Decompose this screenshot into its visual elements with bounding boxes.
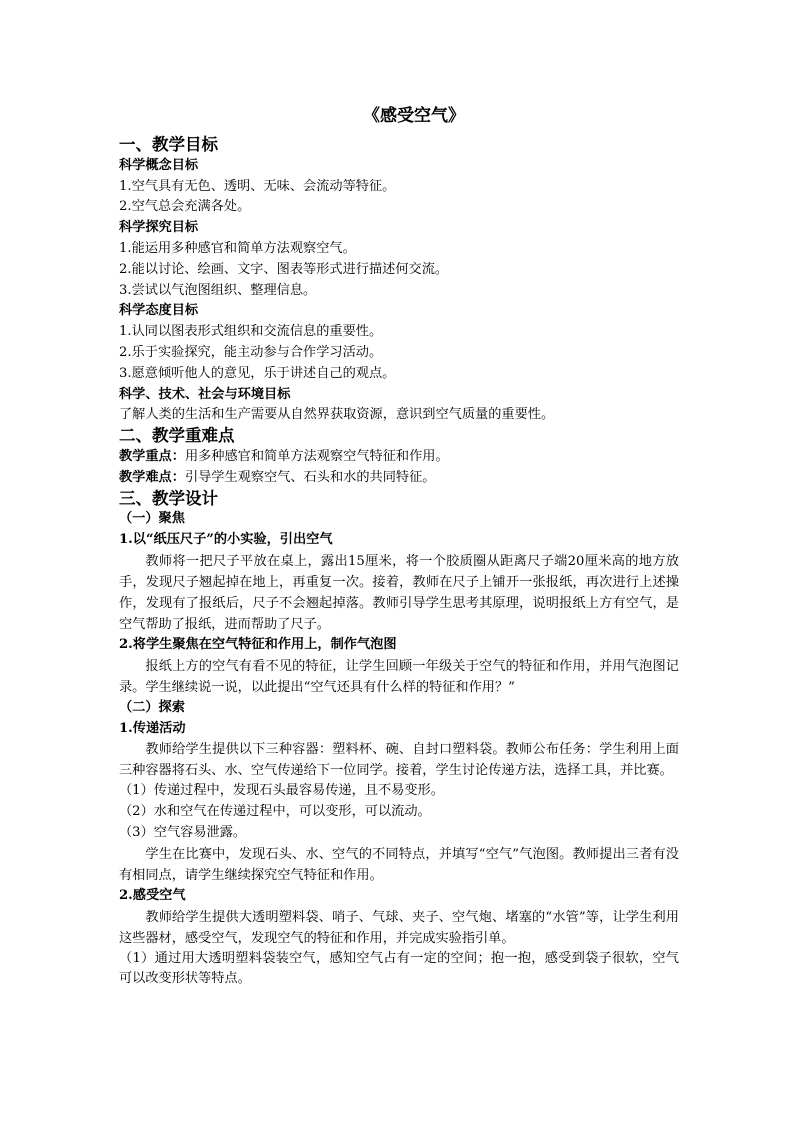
list-item: 2.乐于实验探究，能主动参与合作学习活动。: [119, 344, 383, 360]
section-heading-design: 三、教学设计: [119, 488, 218, 508]
paragraph: （1）通过用大透明塑料袋装空气，感知空气占有一定的空间；抱一抱，感受到袋子很软，空气可以改变形状等特点。: [119, 950, 679, 987]
paragraph: 报纸上方的空气有看不见的特征，让学生回顾一年级关于空气的特征和作用，并用气泡图记录。学生继续说一说，以此提出“空气还具有什么样的特征和作用？”: [119, 658, 679, 695]
list-item: 3.尝试以气泡图组织、整理信息。: [119, 282, 317, 298]
difficulty-text: 引导学生观察空气、石头和水的共同特征。: [184, 469, 436, 485]
paragraph: 学生在比赛中，发现石头、水、空气的不同特点，并填写“空气”气泡图。教师提出三者有没有相同点，请学生继续探究空气特征和作用。: [119, 846, 679, 883]
list-item: （3）空气容易泄露。: [119, 824, 247, 840]
section-heading-objectives: 一、教学目标: [119, 135, 218, 154]
section-heading-key-points: 二、教学重难点: [119, 426, 235, 446]
list-item: 1.能运用多种感官和简单方法观察空气。: [119, 240, 356, 256]
list-item: （1）传递过程中，发现石头最容易传递，且不易变形。: [119, 783, 444, 799]
key-point-text: 用多种感官和简单方法观察空气特征和作用。: [184, 448, 449, 464]
list-item: 1.认同以图表形式组织和交流信息的重要性。: [119, 324, 383, 340]
subheading-focus: （一）聚焦: [119, 511, 185, 527]
list-item: 3.愿意倾听他人的意见，乐于讲述自己的观点。: [119, 365, 396, 381]
paragraph: 教师将一把尺子平放在桌上，露出15厘米，将一个胶质圈从距离尺子端20厘米高的地方放手，发现尺子翘起掉在地上，再重复一次。接着，教师在尺子上铺开一张报纸，再次进行上述操作，发现有了报纸后，尺子不会翘起掉落。教师引导学生思考其原理，说明报纸上方有空气，是空气帮助了报纸，进而帮助了尺子。: [119, 553, 679, 632]
list-item: 2.空气总会充满各处。: [119, 199, 251, 215]
step-heading: 1.以“纸压尺子”的小实验，引出空气: [119, 532, 333, 548]
difficulty-line: [119, 468, 679, 489]
document-title: 《感受空气》: [363, 106, 465, 126]
paragraph: 教师给学生提供大透明塑料袋、哨子、气球、夹子、空气炮、堵塞的“水管”等，让学生利用这些器材，感受空气，发现空气的特征和作用，并完成实验指引单。: [119, 909, 679, 946]
subheading-attitude-goals: 科学态度目标: [119, 303, 199, 319]
list-item: 2.能以讨论、绘画、文字、图表等形式进行描述何交流。: [119, 261, 449, 277]
step-heading: 2.感受空气: [119, 887, 186, 903]
subheading-concept-goals: 科学概念目标: [119, 157, 199, 173]
key-point-label: 教学重点：: [119, 448, 185, 464]
list-item: 1.空气具有无色、透明、无味、会流动等特征。: [119, 178, 396, 194]
subheading-inquiry-goals: 科学探究目标: [119, 220, 199, 236]
list-item: 了解人类的生活和生产需要从自然界获取资源，意识到空气质量的重要性。: [119, 407, 555, 423]
subheading-explore: （二）探索: [119, 699, 185, 715]
paragraph: 教师给学生提供以下三种容器：塑料杯、碗、自封口塑料袋。教师公布任务：学生利用上面三种容器将石头、水、空气传递给下一位同学。接着，学生讨论传递方法，选择工具，并比赛。: [119, 742, 679, 779]
subheading-sts-goals: 科学、技术、社会与环境目标: [119, 386, 291, 402]
step-heading: 1.传递活动: [119, 720, 186, 736]
document-body: [119, 103, 679, 990]
difficulty-label: 教学难点：: [119, 469, 185, 485]
step-heading: 2.将学生聚焦在空气特征和作用上，制作气泡图: [119, 636, 397, 652]
key-point-line: [119, 447, 679, 468]
list-item: （2）水和空气在传递过程中，可以变形，可以流动。: [119, 804, 431, 820]
